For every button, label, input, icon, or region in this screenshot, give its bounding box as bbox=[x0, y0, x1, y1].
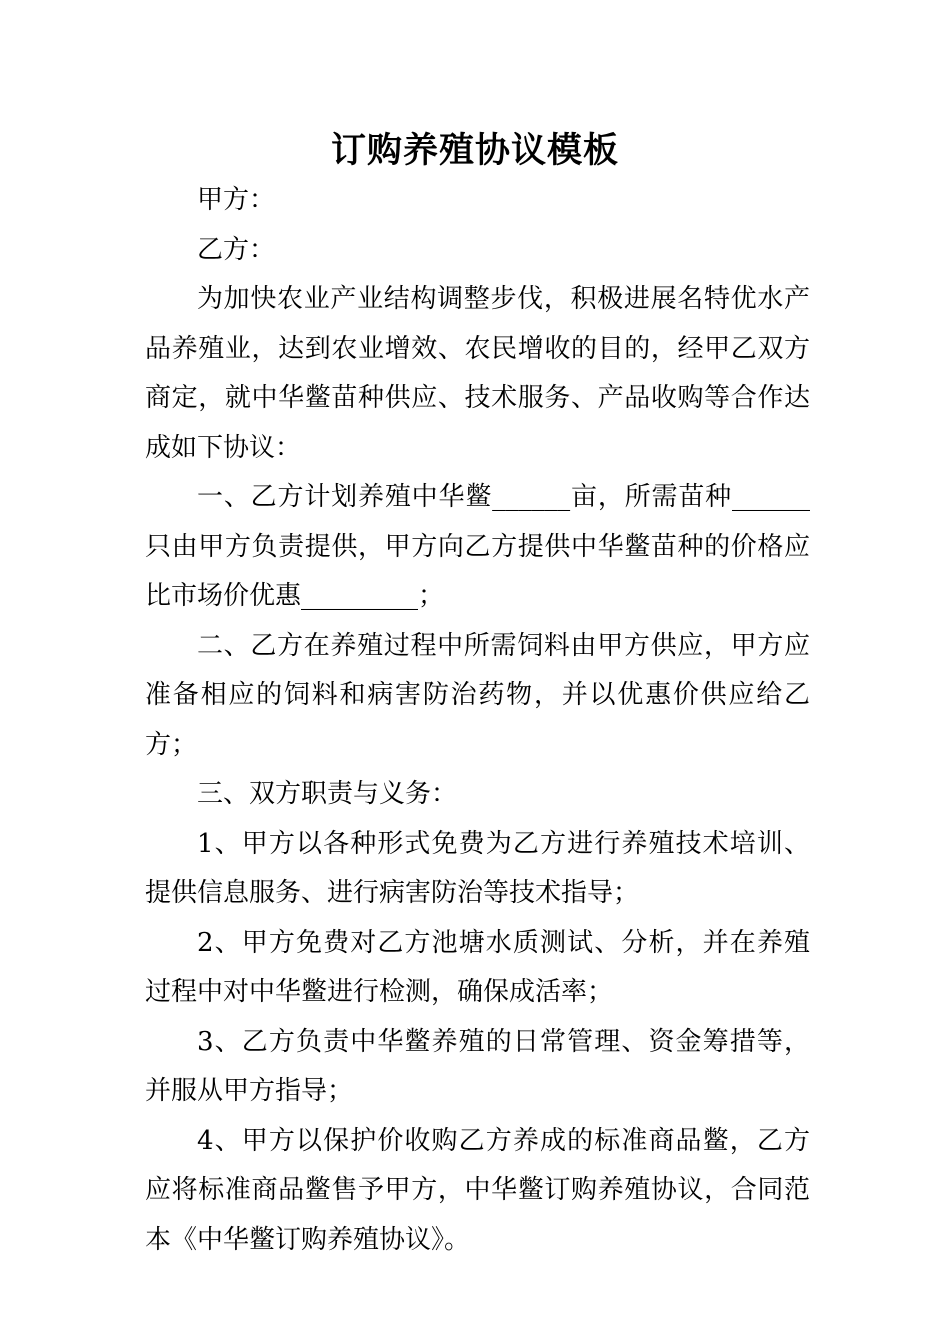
clause-3-heading: 三、双方职责与义务： bbox=[197, 779, 458, 809]
party-a-line: 甲方： bbox=[197, 185, 276, 215]
duty-item-1: 1、甲方以各种形式免费为乙方进行养殖技术培训、提供信息服务、进行病害防治等技术指导； bbox=[145, 828, 810, 908]
document-title: 订购养殖协议模板 bbox=[330, 131, 619, 171]
clause-2: 二、乙方在养殖过程中所需饲料由甲方供应，甲方应准备相应的饲料和病害防治药物，并以优惠价供应给乙方； bbox=[145, 630, 810, 760]
document-body bbox=[145, 176, 810, 1265]
duty-item-3: 3、乙方负责中华鳖养殖的日常管理、资金筹措等，并服从甲方指导； bbox=[145, 1026, 810, 1106]
party-b-line: 乙方： bbox=[197, 234, 276, 265]
duty-item-4: 4、甲方以保护价收购乙方养成的标准商品鳖，乙方应将标准商品鳖售予甲方，中华鳖订购养殖协议，合同范本《中华鳖订购养殖协议》。 bbox=[145, 1125, 810, 1255]
clause-1: 一、乙方计划养殖中华鳖______亩，所需苗种______只由甲方负责提供，甲方向乙方提供中华鳖苗种的价格应比市场价优惠_________； bbox=[145, 482, 810, 611]
preamble-paragraph: 为加快农业产业结构调整步伐，积极进展名特优水产品养殖业，达到农业增效、农民增收的目的，经甲乙双方商定，就中华鳖苗种供应、技术服务、产品收购等合作达成如下协议： bbox=[145, 284, 810, 463]
duty-item-2: 2、甲方免费对乙方池塘水质测试、分析，并在养殖过程中对中华鳖进行检测，确保成活率； bbox=[145, 927, 810, 1007]
